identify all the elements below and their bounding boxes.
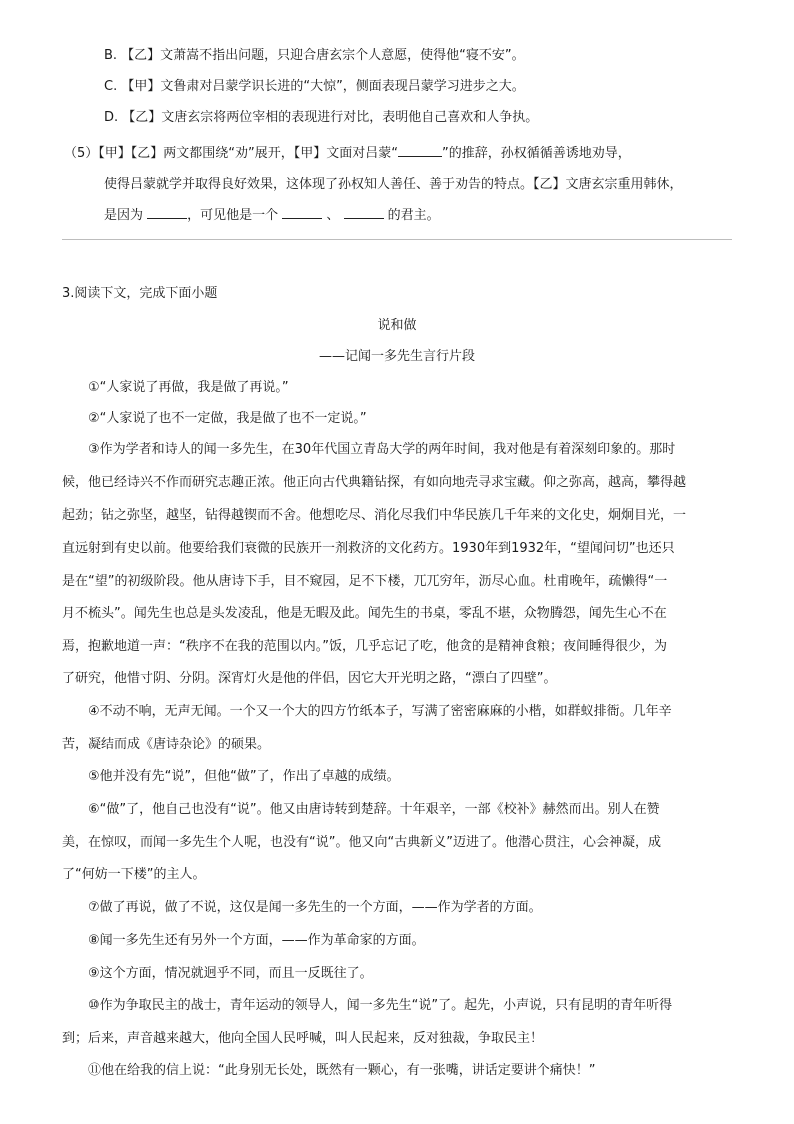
paragraph-3-line: 月不梳头”。闻先生也总是头发凌乱，他是无暇及此。闻先生的书桌，零乱不堪，众物腾怨，闻先生心不在 [62,606,667,621]
section-3-heading: 3.阅读下文，完成下面小题 [62,286,218,301]
paragraph-5: ⑤他并没有先“说”，但他“做”了，作出了卓越的成绩。 [88,769,400,784]
paragraph-10-line: ⑩作为争取民主的战士，青年运动的领导人，闻一多先生“说”了。起先，小声说，只有昆明的青年听得 [88,998,673,1013]
article-title: 说和做 [377,318,417,333]
section-divider [62,239,732,240]
option-b: B. 【乙】文萧嵩不指出问题，只迎合唐玄宗个人意愿，使得他“寝不安”。 [104,48,525,63]
paragraph-11: ⑪他在给我的信上说：“此身别无长处，既然有一颗心，有一张嘴，讲话定要讲个痛快！” [88,1063,596,1078]
paragraph-6-line: 了“何妨一下楼”的主人。 [62,867,206,882]
answer-blank [398,144,442,157]
paragraph-3-line: 起劲；钻之弥坚，越坚，钻得越锲而不舍。他想吃尽、消化尽我们中华民族几千年来的文化史，炯炯目光，一 [62,508,687,523]
paragraph-7: ⑦做了再说，做了不说，这仅是闻一多先生的一个方面，——作为学者的方面。 [88,900,542,915]
option-c: C. 【甲】文鲁肃对吕蒙学识长进的“大惊”，侧面表现吕蒙学习进步之大。 [104,79,525,94]
paragraph-6-line: 美，在惊叹，而闻一多先生个人呢，也没有“说”。他又向“古典新义”迈进了。他潜心贯注，心会神凝，成 [62,835,661,850]
paragraph-3-line: 了研究，他惜寸阴、分阴。深宵灯火是他的伴侣，因它大开光明之路，“漂白了四壁”。 [62,671,557,686]
question-5-line-3: 是因为 ，可见他是一个 、 的君主。 [104,208,440,223]
answer-blank [344,206,384,219]
paragraph-9: ⑨这个方面，情况就迥乎不同，而且一反既往了。 [88,966,373,981]
option-d: D. 【乙】文唐玄宗将两位宰相的表现进行对比，表明他自己喜欢和人争执。 [104,110,539,125]
answer-blank [282,206,322,219]
paragraph-3-line: ③作为学者和诗人的闻一多先生，在30年代国立青岛大学的两年时间，我对他是有着深刻印象的。那时 [88,442,676,457]
paragraph-1: ①“人家说了再做，我是做了再说。” [88,380,289,395]
question-5-line-2: 使得吕蒙就学并取得良好效果，这体现了孙权知人善任、善于劝告的特点。【乙】文唐玄宗重用韩休， [104,177,683,192]
paragraph-6-line: ⑥“做”了，他自己也没有“说”。他又由唐诗转到楚辞。十年艰辛，一部《校补》赫然而出。别人在赞 [88,802,660,817]
paragraph-3-line: 直远射到有史以前。他要给我们衰微的民族开一剂救济的文化药方。1930年到1932年，“望闻问切”也还只 [62,541,675,556]
paragraph-3-line: 是在“望”的初级阶段。他从唐诗下手，目不窥园，足不下楼，兀兀穷年，沥尽心血。杜甫晚年，疏懒得“一 [62,574,668,589]
answer-blank [147,206,187,219]
paragraph-4-line: ④不动不响，无声无闻。一个又一个大的四方竹纸本子，写满了密密麻麻的小楷，如群蚁排衙。几年辛 [88,704,672,719]
paragraph-2: ②“人家说了也不一定做，我是做了也不一定说。” [88,411,367,426]
paragraph-3-line: 焉，抱歉地道一声：“秩序不在我的范围以内。”饭，几乎忘记了吃，他贪的是精神食粮；夜间睡得很少，为 [62,639,667,654]
paragraph-10-line: 到；后来，声音越来越大，他向全国人民呼喊，叫人民起来，反对独裁，争取民主！ [62,1031,544,1046]
paragraph-3-line: 候，他已经诗兴不作而研究志趣正浓。他正向古代典籍钻探，有如向地壳寻求宝藏。仰之弥高，越高，攀得越 [62,475,687,490]
paragraph-8: ⑧闻一多先生还有另外一个方面，——作为革命家的方面。 [88,933,425,948]
article-subtitle: ——记闻一多先生言行片段 [318,349,475,364]
paragraph-4-line: 苦，凝结而成《唐诗杂论》的硕果。 [62,737,271,752]
question-5-line-1: （5）【甲】【乙】两文都围绕“劝”展开，【甲】文面对吕蒙“ ”的推辞，孙权循循善诱地劝导， [64,146,631,161]
